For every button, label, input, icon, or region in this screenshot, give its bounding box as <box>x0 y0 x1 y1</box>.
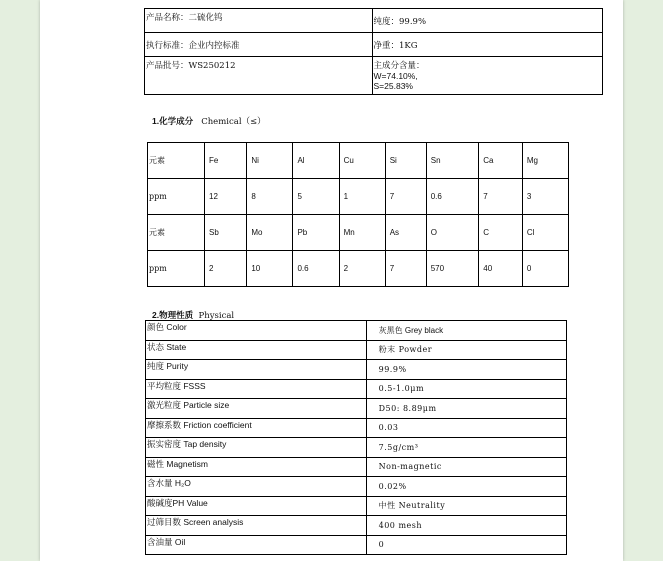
table-cell: Cl <box>522 215 568 251</box>
property-value: 0.03 <box>366 418 566 438</box>
table-cell: 7 <box>385 179 426 215</box>
table-cell: 0 <box>522 251 568 287</box>
property-value: 0.5-1.0μm <box>366 379 566 399</box>
table-cell: 40 <box>479 251 523 287</box>
table-cell: As <box>385 215 426 251</box>
table-cell: 元素 <box>148 143 205 179</box>
table-cell: Mn <box>339 215 385 251</box>
table-row <box>148 179 569 215</box>
property-value: 400 mesh <box>366 516 566 536</box>
table-row <box>146 535 567 555</box>
tungsten-content: W=74.10%, <box>373 71 418 81</box>
property-name: 激光粒度 Particle size <box>146 399 367 419</box>
product-name: 产品名称：二硫化钨 <box>145 9 373 33</box>
table-row <box>148 251 569 287</box>
table-cell: 10 <box>247 251 293 287</box>
table-cell: 7 <box>479 179 523 215</box>
table-cell: ppm <box>148 179 205 215</box>
table-cell: 3 <box>522 179 568 215</box>
table-row <box>146 340 567 360</box>
table-cell: 12 <box>205 179 247 215</box>
table-cell: 8 <box>247 179 293 215</box>
table-row <box>146 457 567 477</box>
table-cell: 2 <box>205 251 247 287</box>
table-cell: Pb <box>293 215 339 251</box>
table-cell: 5 <box>293 179 339 215</box>
property-value: 灰黑色 Grey black <box>366 321 566 341</box>
table-row <box>148 143 569 179</box>
product-header-table <box>144 8 603 95</box>
table-cell: 2 <box>339 251 385 287</box>
property-value: 中性 Neutrality <box>366 496 566 516</box>
property-name: 状态 State <box>146 340 367 360</box>
section-chemical-heading <box>152 115 266 127</box>
purity: 纯度：99.9% <box>372 9 602 33</box>
table-cell: O <box>426 215 479 251</box>
table-row <box>146 438 567 458</box>
section-physical-title: Physical <box>198 311 235 321</box>
table-cell: Sn <box>426 143 479 179</box>
table-row <box>146 516 567 536</box>
property-value: 7.5g/cm³ <box>366 438 566 458</box>
table-row <box>148 215 569 251</box>
table-cell: 7 <box>385 251 426 287</box>
physical-properties-table <box>145 320 567 555</box>
table-cell: Al <box>293 143 339 179</box>
property-name: 振实密度 Tap density <box>146 438 367 458</box>
property-name: 平均粒度 FSSS <box>146 379 367 399</box>
property-value: 99.9% <box>366 360 566 380</box>
property-value: Non-magnetic <box>366 457 566 477</box>
property-value: 0 <box>366 535 566 555</box>
table-row <box>146 496 567 516</box>
property-value: D50: 8.89μm <box>366 399 566 419</box>
property-name: 摩擦系数 Friction coefficient <box>146 418 367 438</box>
viewer-background-right <box>623 0 663 561</box>
main-components <box>372 57 602 95</box>
property-name: 颜色 Color <box>146 321 367 341</box>
sulfur-content: S=25.83% <box>373 81 413 91</box>
table-row <box>146 418 567 438</box>
table-cell: Mo <box>247 215 293 251</box>
table-cell: 0.6 <box>293 251 339 287</box>
property-value: 0.02% <box>366 477 566 497</box>
main-components-label: 主成分含量： <box>373 61 425 71</box>
property-name: 含油量 Oil <box>146 535 367 555</box>
table-cell: 1 <box>339 179 385 215</box>
table-cell: Cu <box>339 143 385 179</box>
document-page <box>40 0 623 561</box>
viewer-background-left <box>0 0 40 561</box>
table-cell: 570 <box>426 251 479 287</box>
table-cell: Ni <box>247 143 293 179</box>
property-name: 含水量 H₂O <box>146 477 367 497</box>
net-weight: 净重：1KG <box>372 33 602 57</box>
property-name: 酸碱度PH Value <box>146 496 367 516</box>
chemical-composition-table <box>147 142 569 287</box>
execution-standard: 执行标准：企业内控标准 <box>145 33 373 57</box>
table-cell: Mg <box>522 143 568 179</box>
table-row <box>146 379 567 399</box>
table-row <box>146 477 567 497</box>
table-cell: Ca <box>479 143 523 179</box>
table-cell: Sb <box>205 215 247 251</box>
table-cell: Si <box>385 143 426 179</box>
batch-number: 产品批号：WS250212 <box>145 57 373 95</box>
table-cell: C <box>479 215 523 251</box>
table-cell: 0.6 <box>426 179 479 215</box>
section-chemical-number: 1.化学成分 <box>152 116 194 126</box>
property-value: 粉末 Powder <box>366 340 566 360</box>
property-name: 磁性 Magnetism <box>146 457 367 477</box>
table-row <box>146 360 567 380</box>
section-physical-number: 2.物理性质 <box>152 310 194 320</box>
table-cell: 元素 <box>148 215 205 251</box>
table-cell: ppm <box>148 251 205 287</box>
table-row <box>146 399 567 419</box>
property-name: 纯度 Purity <box>146 360 367 380</box>
table-row <box>146 321 567 341</box>
section-chemical-title: Chemical（≤） <box>201 117 266 127</box>
property-name: 过筛目数 Screen analysis <box>146 516 367 536</box>
table-cell: Fe <box>205 143 247 179</box>
